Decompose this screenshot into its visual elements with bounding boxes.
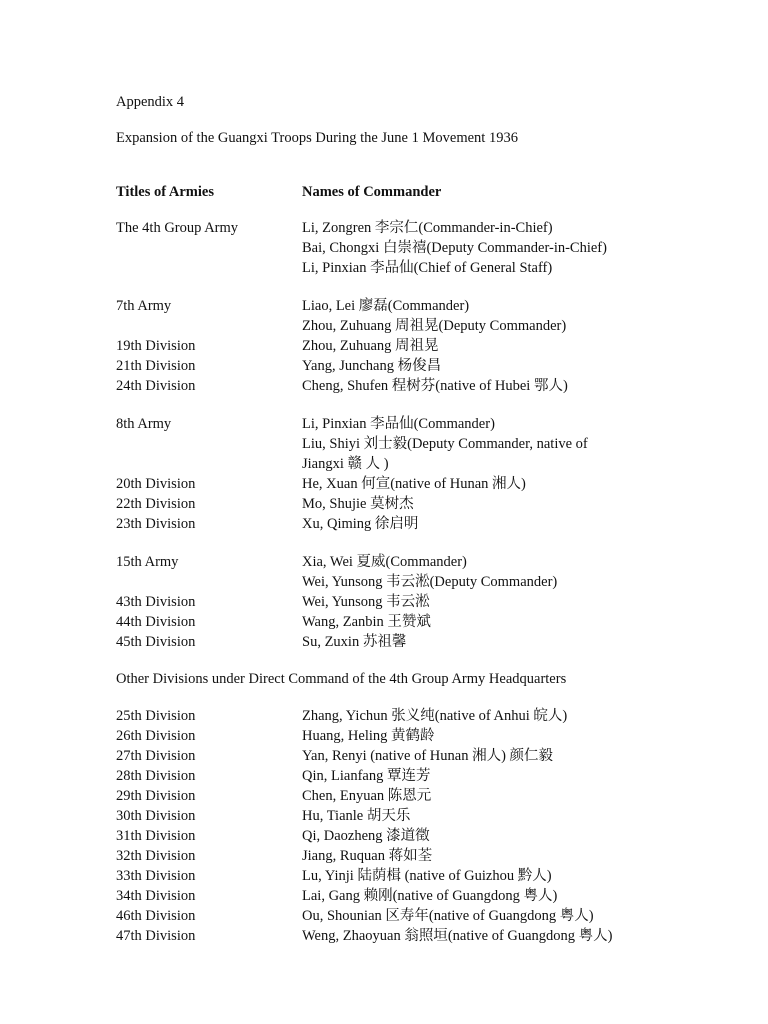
unit-cell: 22th Division bbox=[116, 496, 196, 512]
commander-cell: Mo, Shujie 莫树杰 bbox=[302, 496, 414, 512]
table-row bbox=[116, 259, 736, 279]
table-row bbox=[116, 337, 736, 357]
commander-cell: Li, Zongren 李宗仁(Commander-in-Chief) bbox=[302, 220, 553, 236]
header-names-of-commander: Names of Commander bbox=[302, 184, 442, 200]
unit-cell: 45th Division bbox=[116, 634, 196, 650]
table-row bbox=[116, 573, 736, 593]
table-row bbox=[116, 847, 736, 867]
table-row bbox=[116, 515, 736, 535]
unit-cell: 7th Army bbox=[116, 298, 172, 314]
table-row bbox=[116, 317, 736, 337]
unit-cell: 27th Division bbox=[116, 748, 196, 764]
table-row bbox=[116, 297, 736, 317]
commander-cell: Bai, Chongxi 白崇禧(Deputy Commander-in-Chief) bbox=[302, 240, 607, 256]
unit-cell: 44th Division bbox=[116, 614, 196, 630]
unit-cell: 30th Division bbox=[116, 808, 196, 824]
unit-cell: 46th Division bbox=[116, 908, 196, 924]
commander-cell: Hu, Tianle 胡天乐 bbox=[302, 808, 411, 824]
table-row bbox=[116, 455, 736, 475]
section-heading: Other Divisions under Direct Command of the 4th Group Army Headquarters bbox=[116, 671, 567, 687]
unit-cell: 21th Division bbox=[116, 358, 196, 374]
table-row bbox=[116, 239, 736, 259]
unit-cell: 15th Army bbox=[116, 554, 179, 570]
commander-cell: Qi, Daozheng 漆道徵 bbox=[302, 828, 430, 844]
unit-cell: 43th Division bbox=[116, 594, 196, 610]
commander-cell: Wei, Yunsong 韦云淞 bbox=[302, 594, 430, 610]
commander-cell: Li, Pinxian 李品仙(Commander) bbox=[302, 416, 495, 432]
unit-cell: 29th Division bbox=[116, 788, 196, 804]
commander-cell: Yang, Junchang 杨俊昌 bbox=[302, 358, 442, 374]
commander-cell: Jiang, Ruquan 蒋如荃 bbox=[302, 848, 433, 864]
commander-cell: He, Xuan 何宣(native of Hunan 湘人) bbox=[302, 476, 526, 492]
table-row bbox=[116, 827, 736, 847]
unit-cell: 31th Division bbox=[116, 828, 196, 844]
table-row bbox=[116, 927, 736, 947]
table-row bbox=[116, 747, 736, 767]
commander-cell: Liao, Lei 廖磊(Commander) bbox=[302, 298, 470, 314]
commander-cell: Liu, Shiyi 刘士毅(Deputy Commander, native of bbox=[302, 436, 588, 452]
commander-cell: Wei, Yunsong 韦云淞(Deputy Commander) bbox=[302, 574, 558, 590]
appendix-label: Appendix 4 bbox=[116, 94, 185, 110]
unit-cell: 23th Division bbox=[116, 516, 196, 532]
commander-cell: Yan, Renyi (native of Hunan 湘人) 颜仁毅 bbox=[302, 748, 554, 764]
unit-cell: 25th Division bbox=[116, 708, 196, 724]
unit-cell: 34th Division bbox=[116, 888, 196, 904]
commander-cell: Huang, Heling 黄鹤龄 bbox=[302, 728, 435, 744]
table-row bbox=[116, 907, 736, 927]
table-row bbox=[116, 495, 736, 515]
table-row bbox=[116, 887, 736, 907]
unit-cell: 32th Division bbox=[116, 848, 196, 864]
unit-cell: The 4th Group Army bbox=[116, 220, 239, 236]
table-row bbox=[116, 767, 736, 787]
table-row bbox=[116, 613, 736, 633]
table-row bbox=[116, 807, 736, 827]
document-title: Expansion of the Guangxi Troops During the June 1 Movement 1936 bbox=[116, 130, 518, 146]
commander-cell: Lai, Gang 赖刚(native of Guangdong 粤人) bbox=[302, 888, 558, 904]
table-header bbox=[116, 183, 736, 203]
commander-cell: Xia, Wei 夏威(Commander) bbox=[302, 554, 467, 570]
table-row bbox=[116, 593, 736, 613]
table-row bbox=[116, 377, 736, 397]
commander-cell: Xu, Qiming 徐启明 bbox=[302, 516, 419, 532]
commander-cell: Su, Zuxin 苏祖馨 bbox=[302, 634, 407, 650]
unit-cell: 26th Division bbox=[116, 728, 196, 744]
header-titles-of-armies: Titles of Armies bbox=[116, 184, 214, 200]
unit-cell: 47th Division bbox=[116, 928, 196, 944]
commander-cell: Ou, Shounian 区寿年(native of Guangdong 粤人) bbox=[302, 908, 594, 924]
commander-cell: Qin, Lianfang 覃连芳 bbox=[302, 768, 431, 784]
commander-cell: Zhang, Yichun 张义纯(native of Anhui 皖人) bbox=[302, 708, 568, 724]
table-row bbox=[116, 415, 736, 435]
commander-cell: Li, Pinxian 李品仙(Chief of General Staff) bbox=[302, 260, 553, 276]
table-row bbox=[116, 867, 736, 887]
table-row bbox=[116, 435, 736, 455]
unit-cell: 19th Division bbox=[116, 338, 196, 354]
commander-cell: Jiangxi 赣 人 ) bbox=[302, 456, 389, 472]
commander-cell: Lu, Yinji 陆荫楫 (native of Guizhou 黔人) bbox=[302, 868, 552, 884]
table-row bbox=[116, 787, 736, 807]
unit-cell: 20th Division bbox=[116, 476, 196, 492]
unit-cell: 24th Division bbox=[116, 378, 196, 394]
table-row bbox=[116, 707, 736, 727]
commander-cell: Zhou, Zuhuang 周祖晃(Deputy Commander) bbox=[302, 318, 567, 334]
commander-cell: Weng, Zhaoyuan 翁照垣(native of Guangdong 粤人) bbox=[302, 928, 613, 944]
commander-cell: Wang, Zanbin 王赞斌 bbox=[302, 614, 431, 630]
unit-cell: 28th Division bbox=[116, 768, 196, 784]
unit-cell: 33th Division bbox=[116, 868, 196, 884]
table-row bbox=[116, 475, 736, 495]
table-row bbox=[116, 553, 736, 573]
table-row bbox=[116, 633, 736, 653]
commander-cell: Cheng, Shufen 程树芬(native of Hubei 鄂人) bbox=[302, 378, 568, 394]
commander-cell: Zhou, Zuhuang 周祖晃 bbox=[302, 338, 439, 354]
commander-cell: Chen, Enyuan 陈恩元 bbox=[302, 788, 432, 804]
table-row bbox=[116, 727, 736, 747]
table-row bbox=[116, 219, 736, 239]
table-row bbox=[116, 357, 736, 377]
unit-cell: 8th Army bbox=[116, 416, 172, 432]
